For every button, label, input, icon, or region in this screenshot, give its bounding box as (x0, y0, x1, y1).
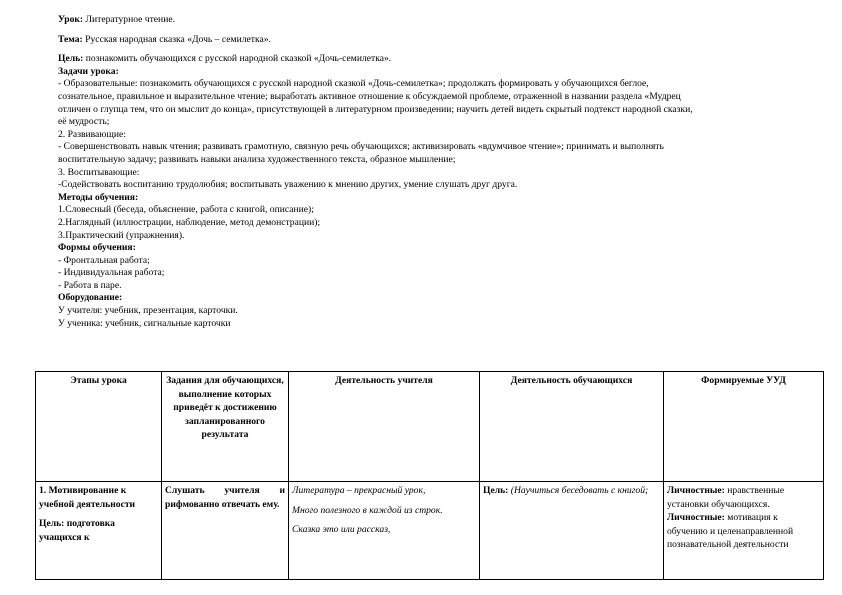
lesson-line (58, 14, 788, 27)
header-tasks: Задания для обучающихся, выполнение которых приведёт к достижению запланированного результата (162, 372, 289, 482)
method-item: 3.Практический (упражнения). (58, 229, 185, 241)
task-text: Слушать учителя и рифмованно отвечать ему. (165, 485, 285, 510)
teacher-line-2: Много полезного в каждой из строк. (292, 504, 443, 516)
upbringing-line-1: -Содействовать воспитанию трудолюбия; воспитывать уважению к мнению других, умение слушать друг друга. (58, 179, 518, 191)
upbringing-title: 3. Воспитывающие: (58, 166, 140, 178)
educational-line-3: отличен о глупца тем, что он мыслит до конца», присутствующей в литературном произведении; научить детей видеть скрытый подтекст народной сказки, (58, 103, 693, 115)
method-item: 1.Словесный (беседа, объяснение, работа с книгой, описание); (58, 204, 314, 216)
table-header-row (36, 372, 824, 482)
goal-value: познакомить обучающихся с русской народной сказкой «Дочь-семилетка». (85, 53, 392, 65)
table-row (36, 482, 824, 580)
task-cell (162, 482, 289, 580)
lesson-stages-table (35, 371, 824, 580)
stage-cell (36, 482, 162, 580)
student-activity-cell (480, 482, 664, 580)
teacher-line-3: Сказка это или рассказ, (292, 524, 391, 535)
header-stages: Этапы урока (36, 372, 162, 482)
educational-line-1: - Образовательные: познакомить обучающихся с русской народной сказкой «Дочь-семилетка»; продолжать формировать у обучающихся беглое, (58, 78, 649, 90)
method-item: 2.Наглядный (иллюстрации, наблюдение, метод демонстрации); (58, 216, 321, 228)
header-student-activity: Деятельность обучающихся (480, 372, 664, 482)
stage-goal: Цель: подготовка учащихся к (39, 518, 115, 543)
developing-title: 2. Развивающие: (58, 128, 126, 140)
header-teacher-activity: Деятельность учителя (289, 372, 480, 482)
student-goal-text: (Научиться беседовать с книгой; (510, 485, 649, 496)
uud-text: мотивация к обучению и целенаправленной познавательной деятельности (667, 512, 794, 550)
topic-value: Русская народная сказка «Дочь – семилетка». (85, 33, 271, 45)
uud-cell (664, 482, 824, 580)
equipment-title: Оборудование: (58, 292, 123, 304)
topic-label: Тема: (58, 33, 83, 45)
goal-line (58, 53, 788, 66)
uud-text: нравственные установки обучающихся. (667, 485, 785, 510)
uud-label: Личностные: (667, 512, 725, 523)
goal-label: Цель: (58, 53, 84, 65)
form-item: - Работа в паре. (58, 279, 122, 291)
educational-line-4: её мудрость; (58, 116, 110, 128)
form-item: - Индивидуальная работа; (58, 267, 165, 279)
equipment-student: У ученика: учебник, сигнальные карточки (58, 317, 231, 329)
developing-line-2: воспитательную задачу; развивать навыки анализа художественного текста, образное мышление; (58, 153, 456, 165)
teacher-activity-cell (289, 482, 480, 580)
lesson-label: Урок: (58, 14, 84, 25)
equipment-teacher: У учителя: учебник, презентация, карточки. (58, 305, 238, 317)
student-goal-label: Цель: (483, 485, 509, 496)
header-uud: Формируемые УУД (664, 372, 824, 482)
developing-line-1: - Совершенствовать навык чтения; развивать грамотную, связную речь обучающихся; активизировать «вдумчивое чтение»; принимать и выполнять (58, 141, 664, 153)
lesson-value: Литературное чтение. (85, 14, 175, 25)
uud-label: Личностные: (667, 485, 725, 496)
methods-title: Методы обучения: (58, 191, 139, 203)
lesson-plan-header (58, 14, 788, 330)
educational-line-2: сознательное, правильное и выразительное чтение; выработать активное отношение к обсуждаемой проблеме, отраженной в названии раздела «Мудрец (58, 90, 681, 102)
teacher-line-1: Литература – прекрасный урок, (292, 485, 426, 496)
form-item: - Фронтальная работа; (58, 254, 150, 266)
forms-title: Формы обучения: (58, 242, 136, 254)
tasks-title: Задачи урока: (58, 65, 119, 77)
stage-title: 1. Мотивирование к учебной деятельности (39, 485, 136, 510)
topic-line (58, 34, 788, 47)
